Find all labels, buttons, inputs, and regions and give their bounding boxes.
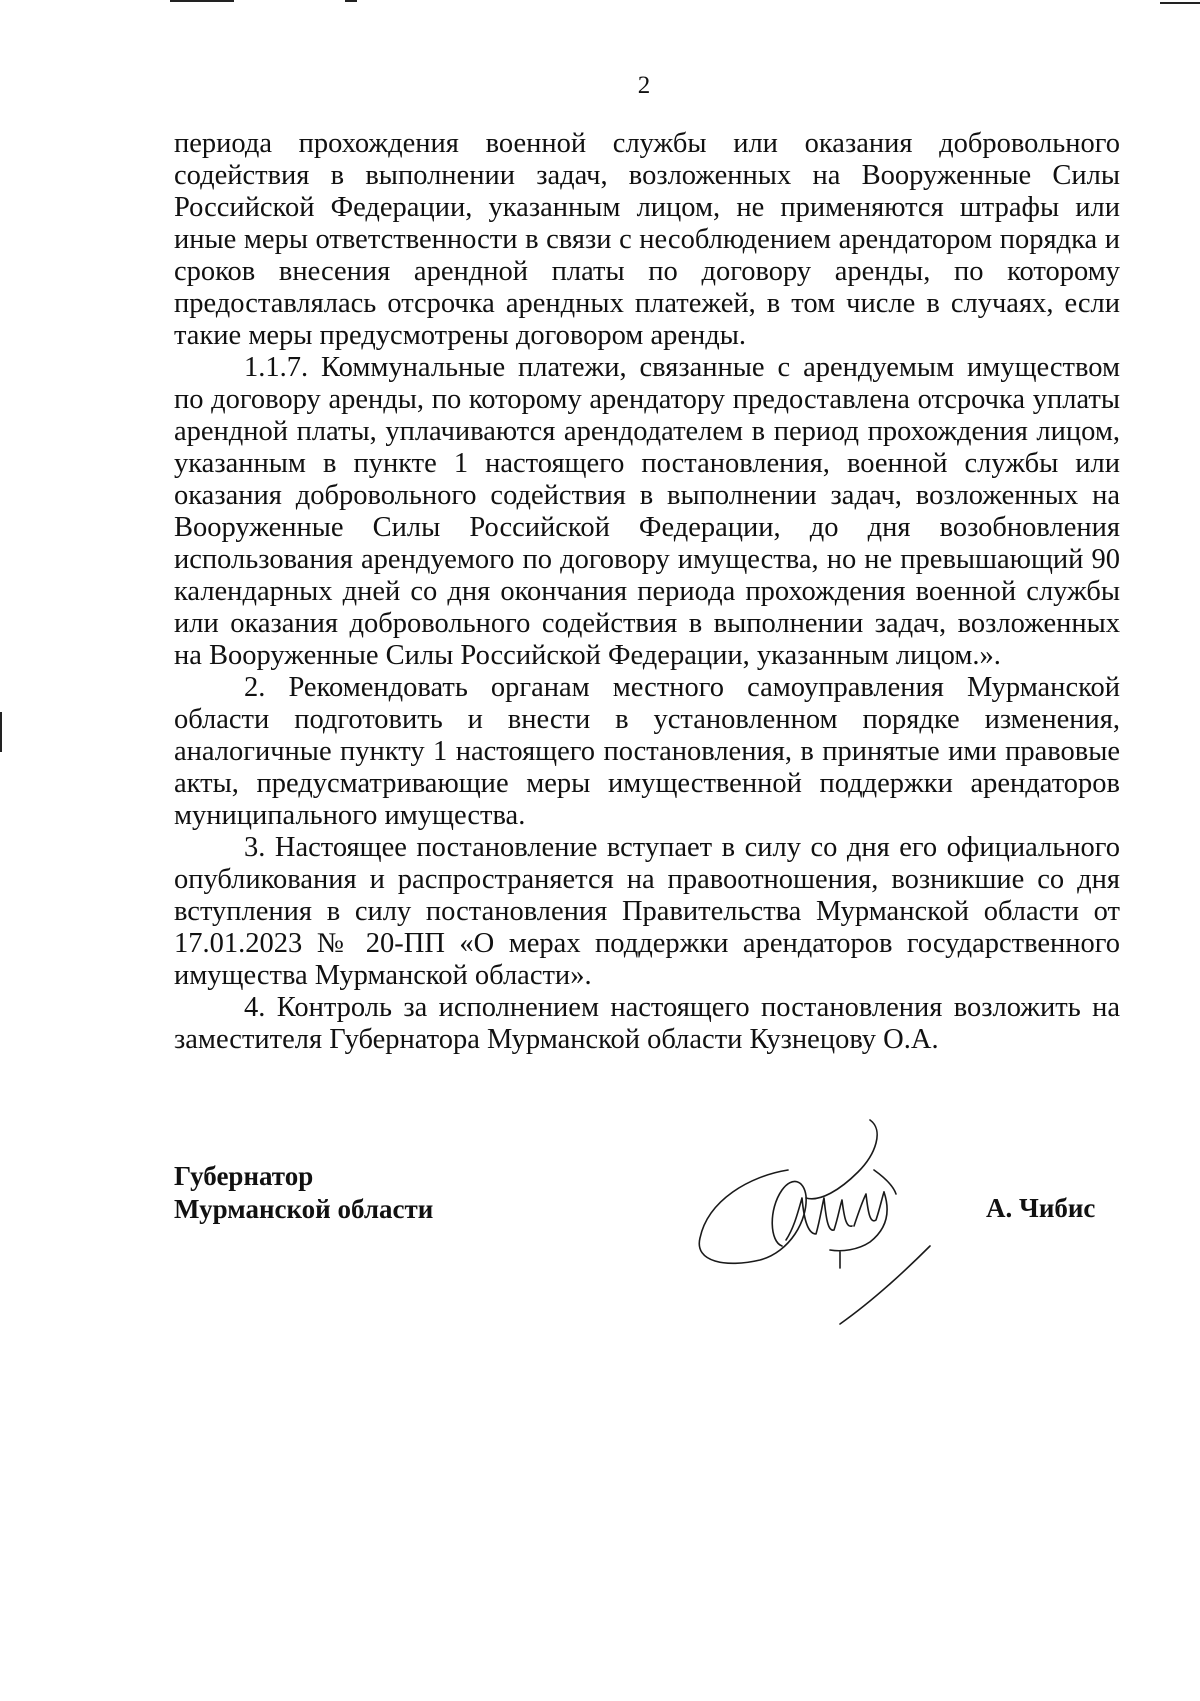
scan-mark-top-left [170,0,234,2]
signatory-region: Мурманской области [174,1194,434,1224]
handwritten-signature [690,1110,960,1330]
scan-mark-top-right [1160,2,1200,4]
document-body [174,128,1120,1056]
paragraph-1-1-7: 1.1.7. Коммунальные платежи, связанные с арендуемым имуществом по договору аренды, по которому арендатору предоставлена отсрочка уплаты арендной платы, уплачиваются арендодателем в период прохождения лицом, указанным в пункте 1 настоящего постановления, военной службы или оказания добровольного содействия в выполнении задач, возложенных на Вооруженные Силы Российской Федерации, до дня возобновления использования арендуемого по договору имущества, но не превышающий 90 календарных дней со дня окончания периода прохождения военной службы или оказания добровольного содействия в выполнении задач, возложенных на Вооруженные Силы Российской Федерации, указанным лицом.». [174,352,1120,671]
page-number: 2 [637,72,651,99]
scan-mark-top-center [345,0,357,2]
signatory-name: А. Чибис [986,1193,1096,1223]
signatory-position [174,1160,433,1226]
paragraph-4: 4. Контроль за исполнением настоящего постановления возложить на заместителя Губернатора Мурманской области Кузнецову О.А. [174,992,1120,1055]
scan-mark-left-edge [0,712,2,752]
paragraph-continuation: периода прохождения военной службы или оказания добровольного содействия в выполнении задач, возложенных на Вооруженные Силы Российской Федерации, указанным лицом, не применяются штрафы или иные меры ответственности в связи с несоблюдением арендатором порядка и сроков внесения арендной платы по договору аренды, по которому предоставлялась отсрочка арендных платежей, в том числе в случаях, если такие меры предусмотрены договором аренды. [174,128,1120,351]
paragraph-3: 3. Настоящее постановление вступает в силу со дня его официального опубликования и распространяется на правоотношения, возникшие со дня вступления в силу постановления Правительства Мурманской области от 17.01.2023 № 20-ПП «О мерах поддержки арендаторов государственного имущества Мурманской области». [174,832,1120,991]
signatory-title: Губернатор [174,1161,314,1191]
paragraph-2: 2. Рекомендовать органам местного самоуправления Мурманской области подготовить и внести в установленном порядке изменения, аналогичные пункту 1 настоящего постановления, в принятые ими правовые акты, предусматривающие меры имущественной поддержки арендаторов муниципального имущества. [174,672,1120,831]
